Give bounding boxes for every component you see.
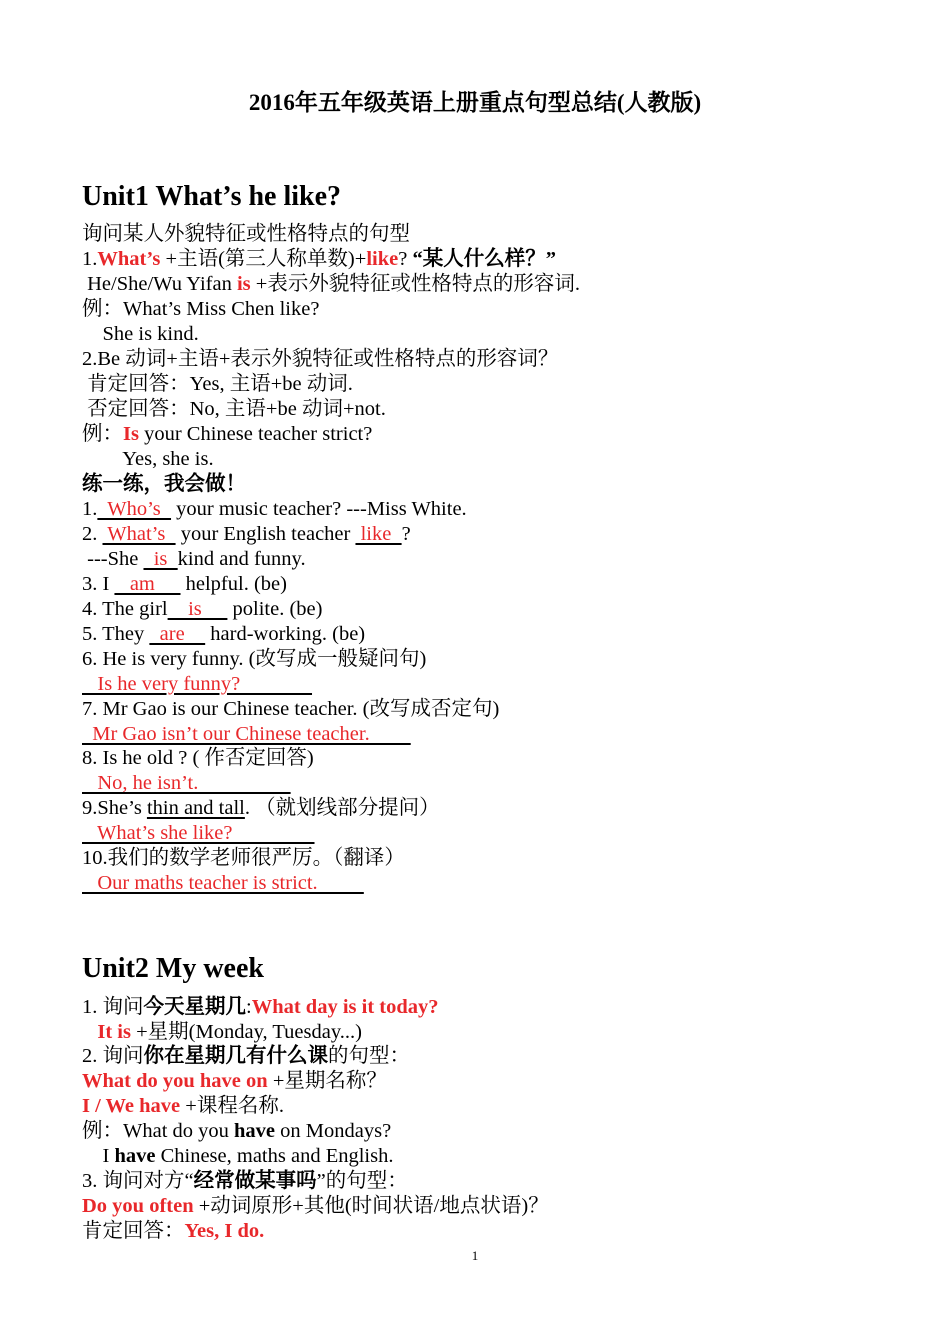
unit1-example-2-answer: Yes, she is. — [82, 448, 214, 470]
page-title: 2016年五年级英语上册重点句型总结(人教版) — [248, 90, 702, 115]
exercise-10-answer: Our maths teacher is strict. — [82, 872, 364, 894]
unit1-pattern-2-no: 否定回答：No, 主语+be 动词+not. — [82, 398, 386, 420]
exercise-6-answer: Is he very funny? — [82, 673, 313, 695]
exercise-8-answer: No, he isn’t. — [82, 772, 291, 794]
unit2-pattern-1: 1. 询问今天星期几:What day is it today? — [82, 996, 439, 1018]
unit2-pattern-2-answer: I / We have +课程名称. — [82, 1095, 284, 1117]
exercise-9-answer: What’s she like? — [82, 822, 315, 844]
unit1-pattern-2: 2.Be 动词+主语+表示外貌特征或性格特点的形容词？ — [82, 348, 559, 370]
exercise-6: 6. He is very funny. (改写成一般疑问句) — [82, 648, 427, 670]
exercise-10: 10.我们的数学老师很严厉。（翻译） — [82, 847, 405, 869]
unit2-pattern-3-question: Do you often +动词原形+其他(时间状语/地点状语)？ — [82, 1195, 549, 1217]
unit1-example-2: 例：Is your Chinese teacher strict? — [82, 423, 373, 445]
exercise-3: 3. I am helpful. (be) — [82, 573, 287, 595]
exercise-4: 4. The girl is polite. (be) — [82, 598, 323, 620]
unit1-pattern-2-yes: 肯定回答：Yes, 主语+be 动词. — [82, 373, 353, 395]
unit2-pattern-2-question: What do you have on +星期名称？ — [82, 1070, 387, 1092]
page-number: 1 — [471, 1248, 479, 1263]
exercise-2: 2. What’s your English teacher like ? — [82, 523, 411, 545]
unit1-example-1-answer: She is kind. — [82, 323, 199, 345]
unit1-heading: Unit1 What’s he like? — [82, 181, 342, 212]
exercise-7-answer: Mr Gao isn’t our Chinese teacher. — [82, 723, 411, 745]
unit2-pattern-3-yes: 肯定回答：Yes, I do. — [82, 1220, 265, 1242]
unit1-intro: 询问某人外貌特征或性格特点的句型 — [82, 223, 410, 245]
unit2-example-1: 例：What do you have on Mondays? — [82, 1120, 392, 1142]
exercise-5: 5. They are hard-working. (be) — [82, 623, 366, 645]
unit1-example-1: 例：What’s Miss Chen like? — [82, 298, 320, 320]
exercise-9: 9.She’s thin and tall. （就划线部分提问） — [82, 797, 440, 819]
unit1-pattern-1-answer: He/She/Wu Yifan is +表示外貌特征或性格特点的形容词. — [82, 273, 580, 295]
unit2-example-1-answer: I have Chinese, maths and English. — [82, 1145, 394, 1167]
unit2-heading: Unit2 My week — [82, 953, 264, 984]
exercise-1: 1. Who’s your music teacher? ---Miss White. — [82, 498, 467, 520]
exercise-7: 7. Mr Gao is our Chinese teacher. (改写成否定句) — [82, 698, 500, 720]
unit1-pattern-1: 1.What’s +主语(第三人称单数)+like? “某人什么样？” — [82, 248, 556, 270]
practice-heading: 练一练，我会做！ — [82, 473, 246, 495]
exercise-8: 8. Is he old ? ( 作否定回答) — [82, 747, 314, 769]
exercise-2-answer: ---She is kind and funny. — [82, 548, 306, 570]
unit2-pattern-3: 3. 询问对方“经常做某事吗”的句型： — [82, 1170, 408, 1192]
unit2-pattern-2: 2. 询问你在星期几有什么课的句型： — [82, 1045, 410, 1067]
unit2-pattern-1-answer: It is +星期(Monday, Tuesday...) — [97, 1021, 362, 1043]
